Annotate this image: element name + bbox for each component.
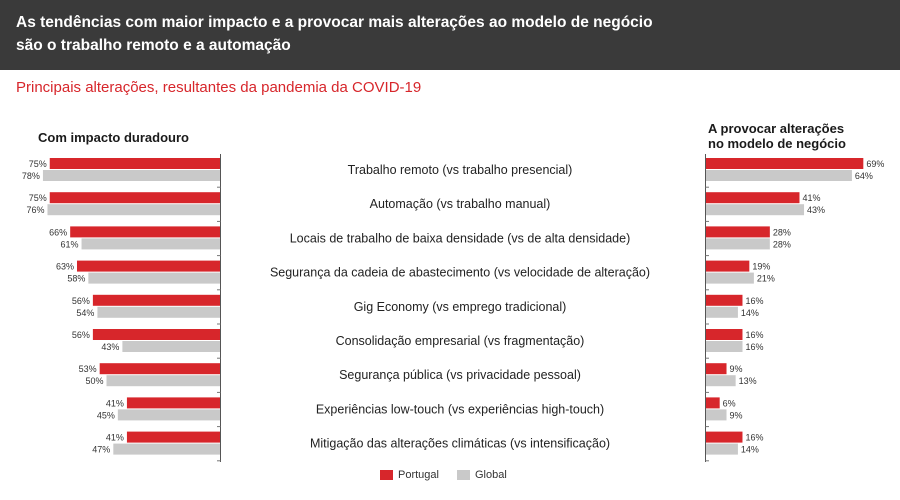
left-value-portugal-4: 63%: [55, 261, 74, 272]
left-value-portugal-3: 66%: [49, 227, 68, 238]
right-bar-portugal-5: [706, 295, 742, 306]
left-value-portugal-9: 41%: [105, 432, 124, 443]
left-value-global-7: 50%: [85, 376, 104, 387]
left-bar-portugal-6: [93, 329, 220, 340]
right-value-portugal-4: 19%: [752, 261, 771, 272]
left-bar-portugal-5: [93, 295, 220, 306]
right-value-portugal-8: 6%: [722, 398, 736, 409]
right-bar-portugal-3: [706, 226, 770, 237]
left-value-portugal-8: 41%: [105, 398, 124, 409]
right-value-portugal-7: 9%: [729, 364, 743, 375]
legend-item-global: [457, 469, 507, 481]
left-value-global-2: 76%: [26, 205, 45, 216]
left-bar-global-5: [97, 307, 220, 318]
right-bar-portugal-8: [706, 397, 720, 408]
right-value-portugal-3: 28%: [772, 227, 791, 238]
legend-item-portugal: [380, 469, 439, 481]
left-bar-portugal-7: [100, 363, 220, 374]
right-bar-global-7: [706, 375, 736, 386]
right-value-global-2: 43%: [807, 205, 826, 216]
legend: [380, 469, 525, 481]
right-bar-global-3: [706, 238, 770, 249]
right-bar-global-2: [706, 204, 804, 215]
category-label-8: Experiências low-touch (vs experiências high-touch): [315, 402, 605, 417]
right-value-global-9: 14%: [740, 444, 759, 455]
legend-swatch-global: [457, 470, 470, 480]
category-label-3: Locais de trabalho de baixa densidade (vs de alta densidade): [289, 231, 631, 246]
right-value-global-7: 13%: [738, 376, 757, 387]
legend-swatch-portugal: [380, 470, 393, 480]
left-bar-global-7: [107, 375, 221, 386]
category-label-5: Gig Economy (vs emprego tradicional): [353, 299, 567, 314]
left-value-global-9: 47%: [92, 444, 111, 455]
right-value-global-8: 9%: [729, 410, 743, 421]
left-bar-portugal-8: [127, 397, 220, 408]
chart-subtitle: Principais alterações, resultantes da pandemia da COVID-19: [16, 79, 422, 96]
right-bar-global-4: [706, 273, 754, 284]
right-bar-global-8: [706, 409, 727, 420]
left-value-portugal-5: 56%: [71, 295, 90, 306]
right-value-global-3: 28%: [772, 239, 791, 250]
left-value-portugal-2: 75%: [28, 193, 47, 204]
right-bar-portugal-9: [706, 432, 742, 443]
right-bar-portugal-2: [706, 192, 799, 203]
left-bar-global-2: [47, 204, 220, 215]
left-value-global-5: 54%: [76, 307, 95, 318]
left-value-portugal-6: 56%: [71, 330, 90, 340]
left-value-portugal-7: 53%: [78, 364, 97, 375]
left-bar-global-3: [82, 238, 220, 249]
category-label-9: Mitigação das alterações climáticas (vs intensificação): [309, 436, 611, 451]
left-bar-global-9: [113, 444, 220, 455]
right-value-global-6: 16%: [745, 342, 764, 352]
legend-label-portugal: Portugal: [398, 469, 439, 481]
right-panel-title-line-1: A provocar alterações: [708, 121, 845, 136]
legend-label-global: Global: [474, 469, 507, 481]
right-value-portugal-1: 69%: [866, 159, 885, 169]
left-value-global-6: 43%: [101, 342, 120, 352]
category-label-2: Automação (vs trabalho manual): [369, 197, 551, 212]
left-bar-portugal-1: [50, 158, 220, 169]
right-value-portugal-6: 16%: [745, 330, 764, 340]
header-title-line-1: As tendências com maior impacto e a provocar mais alterações ao modelo de negócio: [16, 14, 653, 31]
left-value-global-4: 58%: [67, 273, 86, 284]
left-value-portugal-1: 75%: [28, 159, 47, 169]
category-label-6: Consolidação empresarial (vs fragmentação): [335, 334, 585, 348]
right-bar-global-5: [706, 307, 738, 318]
right-value-portugal-5: 16%: [745, 295, 764, 306]
left-bar-portugal-2: [50, 192, 220, 203]
right-panel-title-line-2: no modelo de negócio: [708, 136, 846, 151]
right-bar-global-9: [706, 444, 738, 455]
left-value-global-3: 61%: [60, 239, 79, 250]
right-bar-portugal-1: [706, 158, 863, 169]
right-value-portugal-2: 41%: [802, 193, 821, 204]
right-bar-portugal-6: [706, 329, 742, 340]
right-value-global-4: 21%: [756, 273, 775, 284]
right-value-portugal-9: 16%: [745, 432, 764, 443]
left-value-global-1: 78%: [21, 171, 40, 181]
left-bar-global-1: [43, 170, 220, 181]
right-value-global-1: 64%: [854, 171, 873, 181]
left-bar-global-6: [122, 341, 220, 352]
left-panel-title: Com impacto duradouro: [38, 130, 189, 145]
left-bar-global-8: [118, 409, 220, 420]
right-value-global-5: 14%: [740, 307, 759, 318]
left-bar-portugal-9: [127, 432, 220, 443]
category-label-1: Trabalho remoto (vs trabalho presencial): [347, 163, 573, 177]
right-bar-portugal-4: [706, 261, 749, 272]
category-label-7: Segurança pública (vs privacidade pessoal): [339, 368, 581, 383]
category-label-4: Segurança da cadeia de abastecimento (vs velocidade de alteração): [269, 265, 651, 280]
left-bar-global-4: [88, 273, 220, 284]
left-bar-portugal-4: [77, 261, 220, 272]
right-bar-global-6: [706, 341, 742, 352]
header-title-line-2: são o trabalho remoto e a automação: [16, 37, 291, 54]
left-value-global-8: 45%: [96, 410, 115, 421]
right-bar-portugal-7: [706, 363, 727, 374]
right-bar-global-1: [706, 170, 852, 181]
left-bar-portugal-3: [70, 226, 220, 237]
